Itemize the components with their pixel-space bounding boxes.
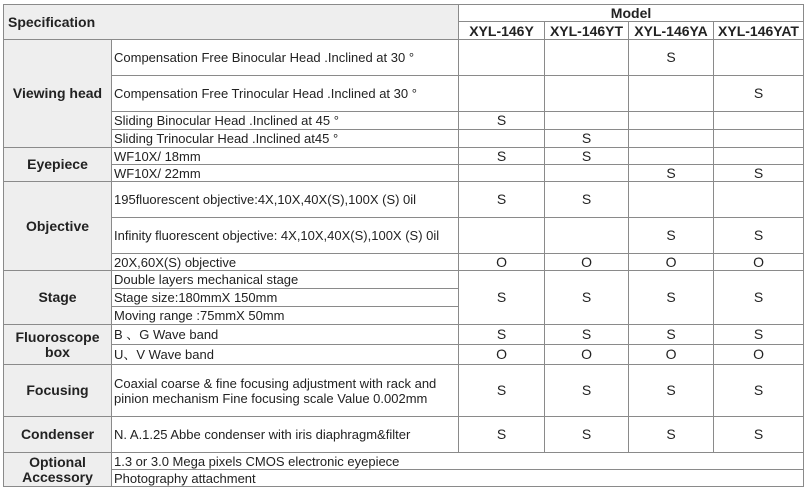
model-xyl-146y: XYL-146Y [459, 22, 545, 40]
model-mark: S [545, 365, 629, 417]
category-optional-accessory: Optional Accessory [4, 453, 112, 487]
spec-item: WF10X/ 18mm [112, 148, 459, 165]
spec-item: Double layers mechanical stage [112, 271, 459, 289]
model-mark: S [545, 417, 629, 453]
model-mark: S [459, 271, 545, 325]
spec-item: Compensation Free Trinocular Head .Inclined at 30 ° [112, 76, 459, 112]
model-mark: O [459, 254, 545, 271]
model-mark [459, 130, 545, 148]
model-mark [714, 40, 804, 76]
model-mark: S [629, 365, 714, 417]
model-mark: O [545, 254, 629, 271]
model-mark: S [714, 271, 804, 325]
model-mark: S [629, 271, 714, 325]
model-mark: S [714, 165, 804, 182]
model-mark: S [714, 76, 804, 112]
spec-item: Compensation Free Binocular Head .Inclined at 30 ° [112, 40, 459, 76]
category-stage: Stage [4, 271, 112, 325]
spec-item: Coaxial coarse & fine focusing adjustment with rack and pinion mechanism Fine focusing scale Value 0.002mm [112, 365, 459, 417]
model-mark: S [629, 325, 714, 345]
model-mark: O [629, 254, 714, 271]
model-mark: S [459, 182, 545, 218]
category-condenser: Condenser [4, 417, 112, 453]
model-mark [629, 130, 714, 148]
spec-item: Stage size:180mmX 150mm [112, 289, 459, 307]
model-mark: S [545, 130, 629, 148]
model-mark: S [459, 417, 545, 453]
category-focusing: Focusing [4, 365, 112, 417]
model-mark: S [629, 218, 714, 254]
model-mark: S [714, 325, 804, 345]
model-mark: S [629, 40, 714, 76]
model-mark: O [629, 345, 714, 365]
model-mark [629, 182, 714, 218]
model-mark: S [545, 271, 629, 325]
specification-table [3, 4, 804, 487]
model-mark [629, 112, 714, 130]
model-mark [459, 76, 545, 112]
model-mark: S [459, 148, 545, 165]
model-mark: O [714, 345, 804, 365]
spec-item: WF10X/ 22mm [112, 165, 459, 182]
model-mark: S [714, 417, 804, 453]
model-mark [545, 165, 629, 182]
spec-item: Photography attachment [112, 470, 804, 487]
specification-header: Specification [4, 5, 459, 40]
model-mark [545, 40, 629, 76]
model-mark [545, 76, 629, 112]
category-objective: Objective [4, 182, 112, 271]
model-mark [714, 182, 804, 218]
model-mark [545, 218, 629, 254]
model-mark: O [545, 345, 629, 365]
model-mark: S [714, 218, 804, 254]
spec-item: U、V Wave band [112, 345, 459, 365]
model-mark: S [629, 417, 714, 453]
model-mark [629, 76, 714, 112]
model-mark [714, 148, 804, 165]
model-xyl-146ya: XYL-146YA [629, 22, 714, 40]
model-mark: O [714, 254, 804, 271]
model-mark: S [459, 112, 545, 130]
spec-item: N. A.1.25 Abbe condenser with iris diaphragm&filter [112, 417, 459, 453]
model-mark [459, 40, 545, 76]
model-mark [629, 148, 714, 165]
spec-item: 20X,60X(S) objective [112, 254, 459, 271]
spec-item: Moving range :75mmX 50mm [112, 307, 459, 325]
model-xyl-146yat: XYL-146YAT [714, 22, 804, 40]
spec-item: Infinity fluorescent objective: 4X,10X,40X(S),100X (S) 0il [112, 218, 459, 254]
model-mark: S [629, 165, 714, 182]
model-header: Model [459, 5, 804, 22]
spec-item: Sliding Trinocular Head .Inclined at45 ° [112, 130, 459, 148]
spec-item: 1.3 or 3.0 Mega pixels CMOS electronic eyepiece [112, 453, 804, 470]
spec-item: 195fluorescent objective:4X,10X,40X(S),100X (S) 0il [112, 182, 459, 218]
model-mark [714, 130, 804, 148]
model-mark [459, 218, 545, 254]
category-viewing-head: Viewing head [4, 40, 112, 148]
model-mark: S [545, 325, 629, 345]
model-mark: S [459, 365, 545, 417]
spec-item: Sliding Binocular Head .Inclined at 45 ° [112, 112, 459, 130]
model-mark: S [545, 182, 629, 218]
model-mark: O [459, 345, 545, 365]
model-mark: S [459, 325, 545, 345]
category-eyepiece: Eyepiece [4, 148, 112, 182]
model-xyl-146yt: XYL-146YT [545, 22, 629, 40]
category-fluoroscope-box: Fluoroscope box [4, 325, 112, 365]
model-mark: S [714, 365, 804, 417]
model-mark [545, 112, 629, 130]
spec-item: B 、G Wave band [112, 325, 459, 345]
model-mark: S [545, 148, 629, 165]
model-mark [714, 112, 804, 130]
model-mark [459, 165, 545, 182]
